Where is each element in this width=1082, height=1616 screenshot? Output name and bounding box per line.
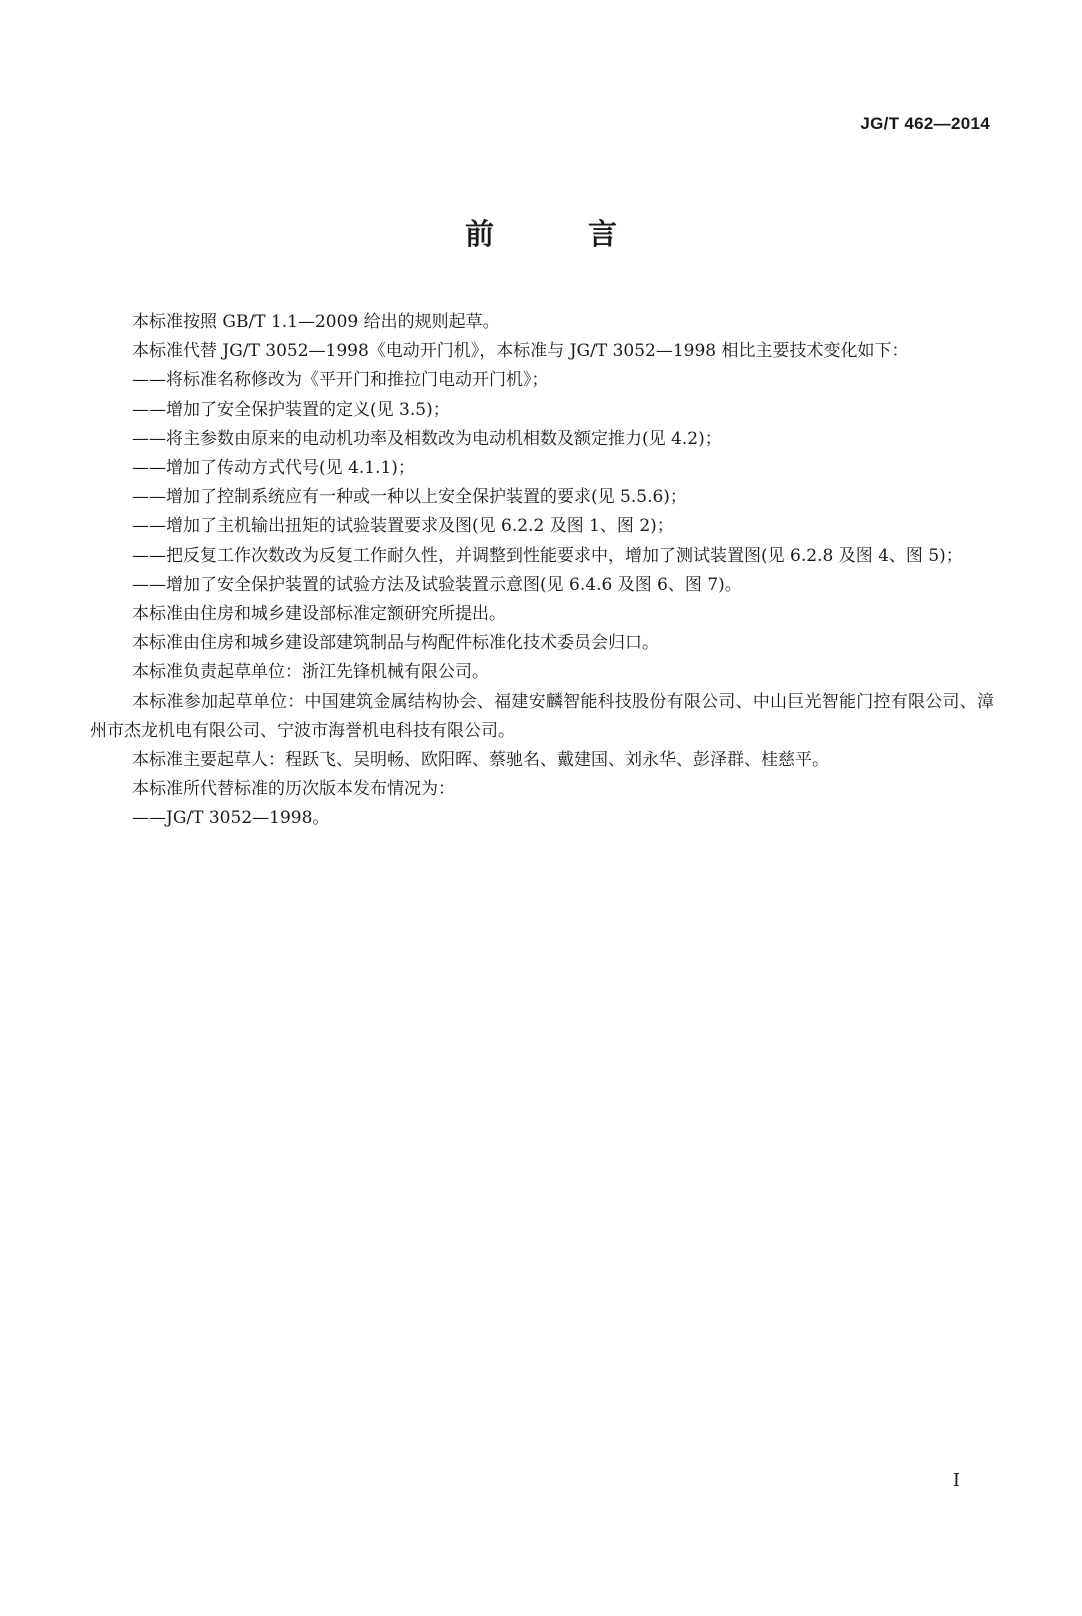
paragraph-drafting-rules: 本标准按照 GB/T 1.1—2009 给出的规则起草。 — [132, 312, 500, 332]
change-item: ——将主参数由原来的电动机功率及相数改为电动机相数及额定推力(见 4.2)； — [132, 428, 722, 449]
version-item: ——JG/T 3052—1998。 — [132, 808, 330, 829]
paragraph-proposer: 本标准由住房和城乡建设部标准定额研究所提出。 — [132, 604, 506, 625]
change-item: ——增加了安全保护装置的试验方法及试验装置示意图(见 6.4.6 及图 6、图 7)。 — [132, 574, 742, 595]
change-item: ——增加了安全保护装置的定义(见 3.5)； — [132, 399, 450, 420]
paragraph-lead-drafter: 本标准负责起草单位：浙江先锋机械有限公司。 — [132, 662, 489, 683]
paragraph-main-drafters: 本标准主要起草人：程跃飞、吴明畅、欧阳晖、蔡驰名、戴建国、刘永华、彭泽群、桂慈平。 — [132, 750, 829, 771]
change-item: ——增加了传动方式代号(见 4.1.1)； — [132, 458, 415, 479]
standard-code: JG/T 462—2014 — [860, 114, 990, 133]
paragraph-replacement: 本标准代替 JG/T 3052—1998《电动开门机》，本标准与 JG/T 3052—1998 相比主要技术变化如下： — [132, 341, 909, 362]
page-title: 前 言 — [464, 217, 660, 251]
change-item: ——将标准名称修改为《平开门和推拉门电动开门机》； — [132, 370, 549, 391]
change-item: ——增加了主机输出扭矩的试验装置要求及图(见 6.2.2 及图 1、图 2)； — [132, 516, 674, 537]
paragraph-participating-drafters: 本标准参加起草单位：中国建筑金属结构协会、福建安麟智能科技股份有限公司、中山巨光智能门控有限公司、漳州市杰龙机电有限公司、宁波市海誉机电科技有限公司。 — [90, 691, 994, 741]
paragraph-version-history: 本标准所代替标准的历次版本发布情况为： — [132, 779, 455, 800]
change-item: ——增加了控制系统应有一种或一种以上安全保护装置的要求(见 5.5.6)； — [132, 487, 687, 508]
document-body — [90, 308, 994, 834]
change-item: ——把反复工作次数改为反复工作耐久性，并调整到性能要求中，增加了测试装置图(见 6.2.8 及图 4、图 5)； — [132, 545, 963, 566]
paragraph-committee: 本标准由住房和城乡建设部建筑制品与构配件标准化技术委员会归口。 — [132, 633, 659, 654]
page-number: I — [952, 1470, 960, 1491]
